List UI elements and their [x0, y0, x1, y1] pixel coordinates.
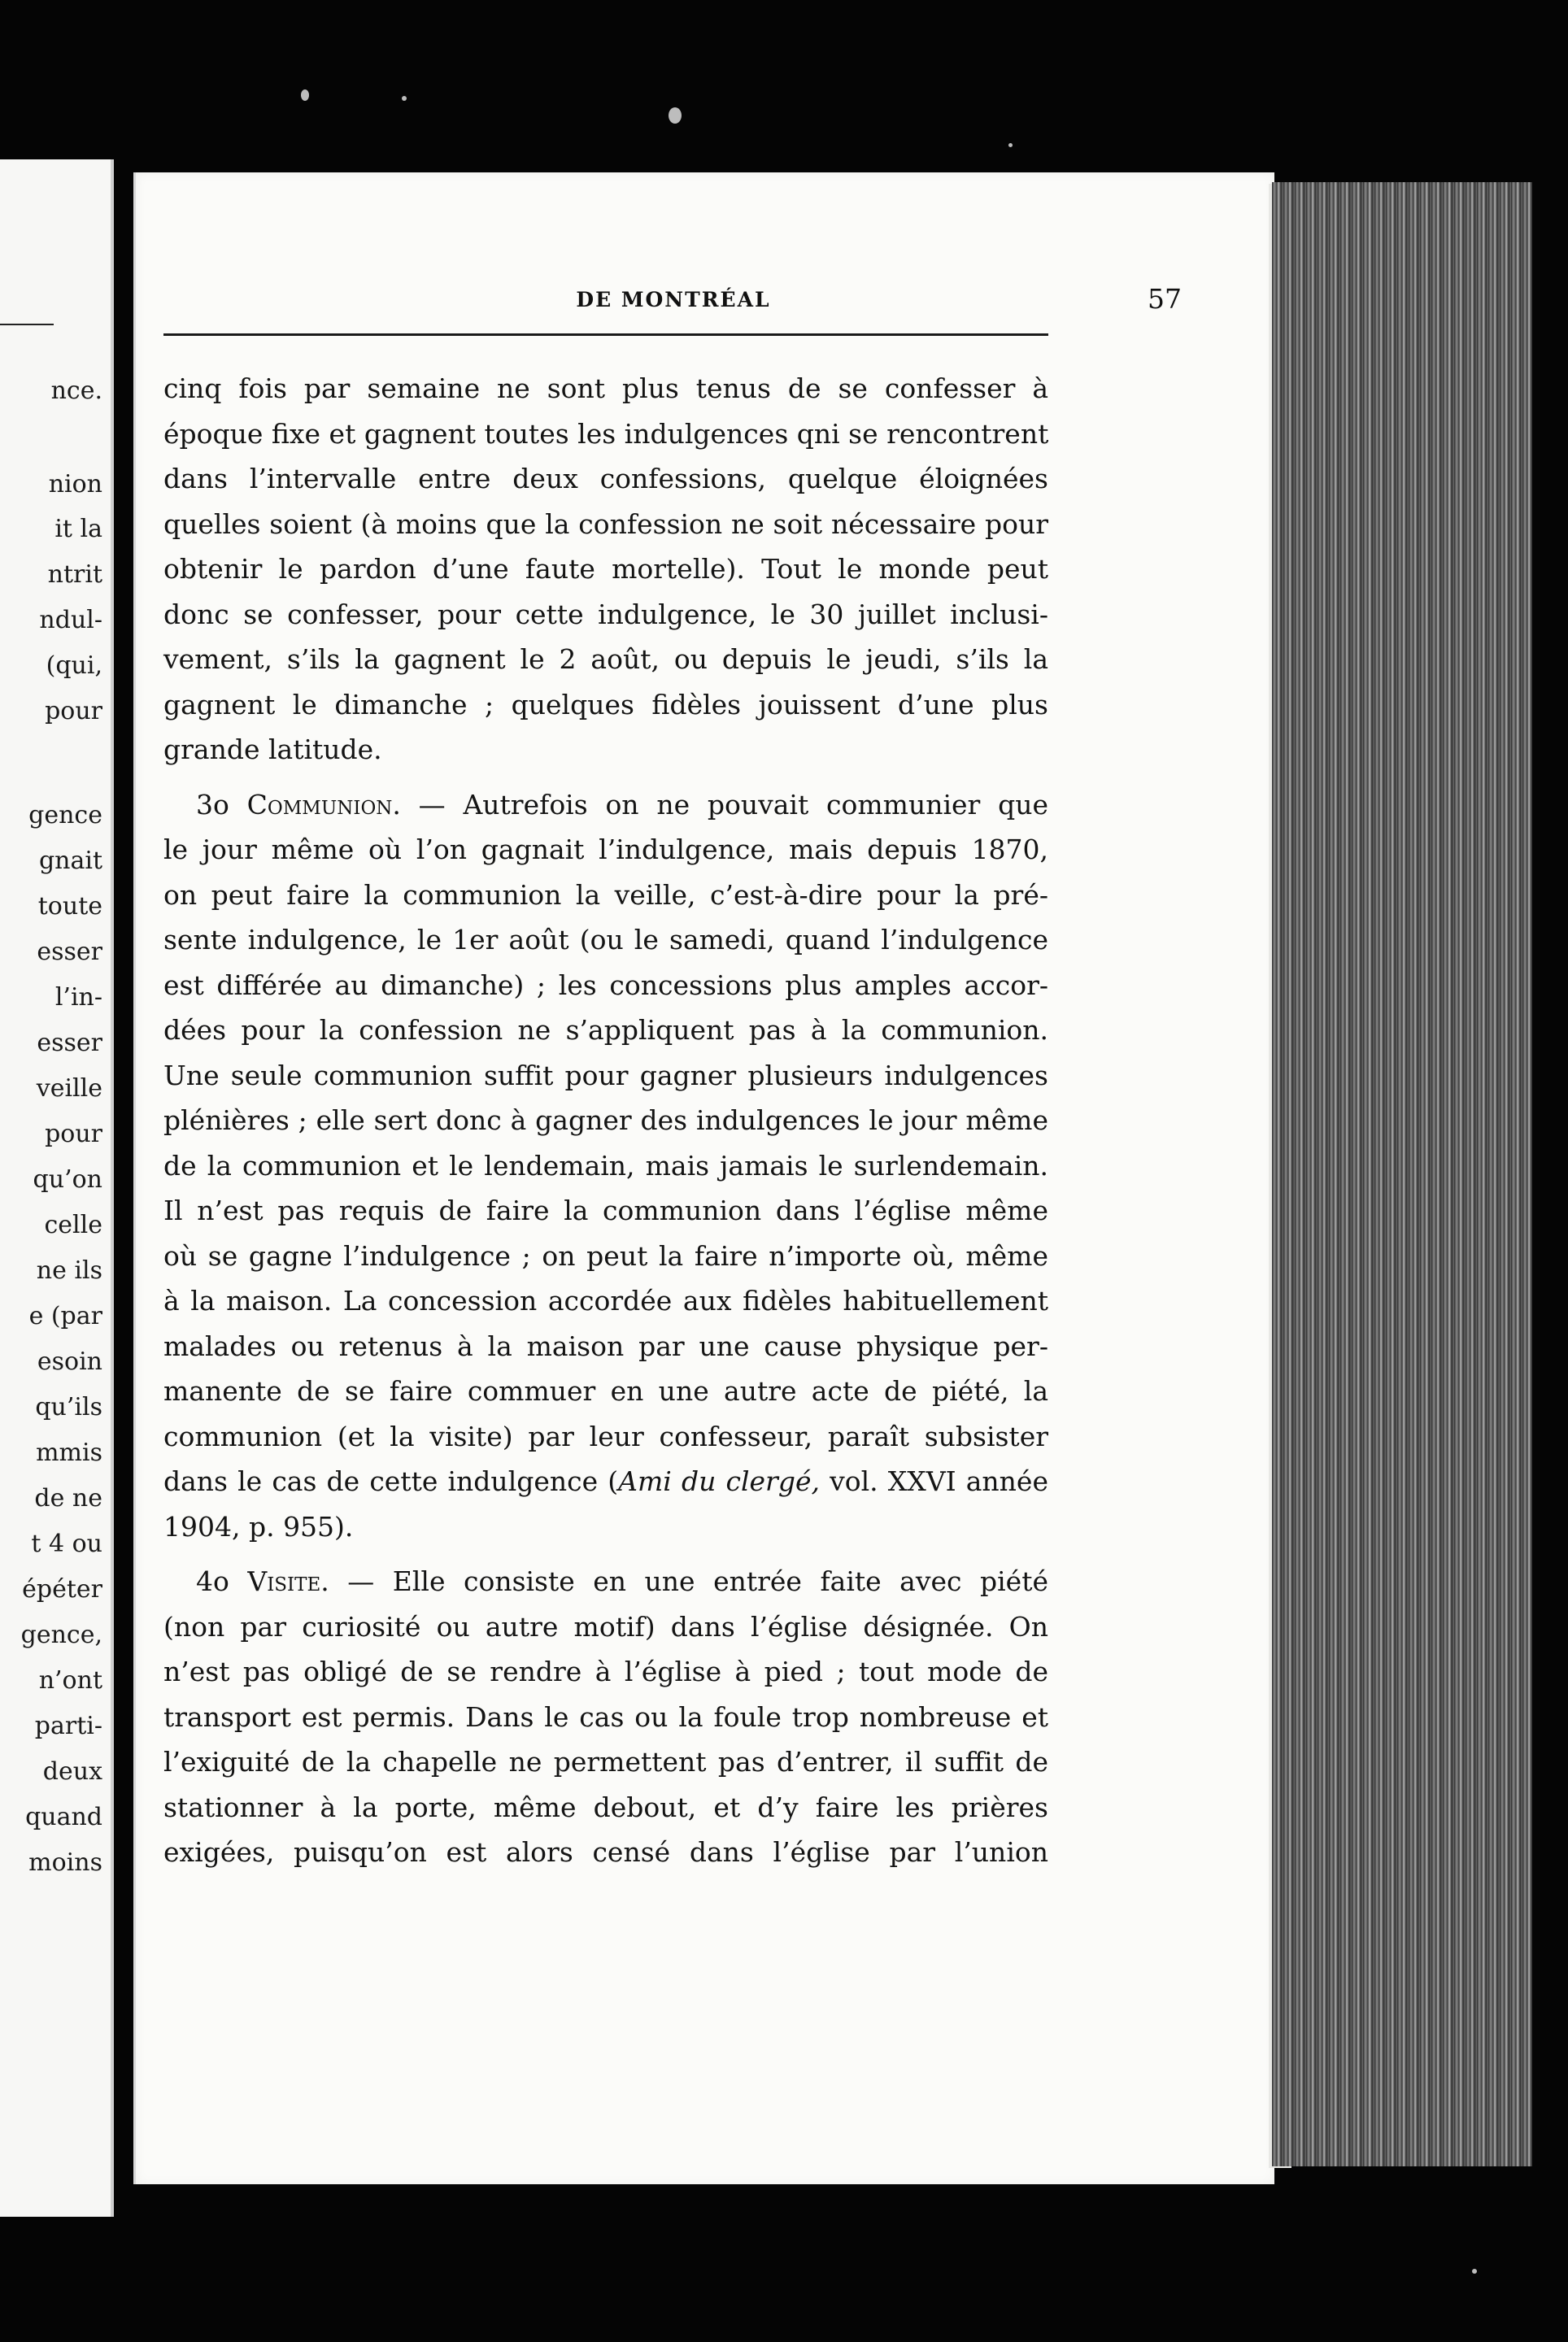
left-page-fragment: nce.	[50, 377, 102, 405]
text-line: Il n’est pas requis de faire la communion dans l’église même	[163, 1195, 1048, 1226]
text-line: à la maison. La concession accordée aux fidèles habituellement	[163, 1285, 1048, 1317]
section-number: 3o	[196, 788, 229, 821]
left-page-fragment: parti-	[34, 1712, 102, 1740]
text-line: on peut faire la communion la veille, c’est-à-dire pour la pré-	[163, 878, 1048, 911]
left-page-fragment: e (par	[28, 1302, 102, 1330]
text-line: l’exiguité de la chapelle ne permettent pas d’entrer, il suffit de	[163, 1746, 1048, 1778]
text-line: plénières ; elle sert donc à gagner des indulgences le jour même	[163, 1104, 1048, 1136]
book-page-edges	[1272, 182, 1532, 2166]
left-page-fragment: esser	[37, 1029, 102, 1057]
left-page-fragment: épéter	[22, 1575, 102, 1604]
left-page-fragment: moins	[28, 1848, 102, 1877]
section-number: 4o	[196, 1565, 229, 1597]
left-page-fragment: ntrit	[47, 560, 102, 589]
scan-speck	[1472, 2269, 1477, 2274]
left-page-fragment: gence	[28, 801, 102, 829]
left-page-fragment: it la	[54, 515, 102, 543]
text-line: communion (et la visite) par leur confesseur, paraît subsister	[163, 1420, 1048, 1452]
left-page-fragment: esser	[37, 938, 102, 966]
body-text	[163, 366, 1048, 1875]
text-fragment: vol. XXVI année	[819, 1465, 1048, 1497]
text-line: le jour même où l’on gagnait l’indulgence, mais depuis 1870,	[163, 834, 1048, 865]
text-line: vement, s’ils la gagnent le 2 août, ou depuis le jeudi, s’ils la	[163, 643, 1048, 675]
text-line: (non par curiosité ou autre motif) dans l’église désignée. On	[163, 1610, 1048, 1643]
text-line: époque fixe et gagnent toutes les indulgences qni se rencontrent	[163, 417, 1049, 450]
text-line: exigées, puisqu’on est alors censé dans l’église par l’union	[163, 1836, 1048, 1868]
left-page-fragment: veille	[36, 1074, 102, 1103]
citation-title: Ami du clergé,	[618, 1465, 820, 1497]
left-page-fragment: esoin	[37, 1347, 102, 1376]
text-line: stationner à la porte, même debout, et d’y faire les prières	[163, 1791, 1048, 1823]
scan-speck	[669, 107, 682, 124]
scan-speck	[1008, 143, 1013, 147]
paragraph-visite-first-line	[163, 1559, 1048, 1604]
left-page-fragment: ndul-	[39, 606, 102, 634]
left-page-fragment: qu’on	[33, 1165, 102, 1194]
left-page-fragment: gnait	[38, 847, 102, 875]
page-number: 57	[1148, 283, 1182, 315]
left-page-fragment: pour	[45, 697, 102, 725]
text-line: quelles soient (à moins que la confession ne soit nécessaire pour	[163, 507, 1048, 540]
left-page-fragment: t 4 ou	[31, 1530, 102, 1558]
text-fragment: — Autrefois on ne pouvait communier que	[400, 788, 1048, 821]
text-line: dées pour la confession ne s’appliquent pas à la communion.	[163, 1014, 1048, 1046]
left-page-fragment: de ne	[34, 1484, 102, 1513]
left-page-fragment: quand	[25, 1803, 102, 1831]
text-line: Une seule communion suffit pour gagner plusieurs indulgences	[163, 1059, 1048, 1091]
running-head: DE MONTRÉAL	[576, 288, 771, 311]
text-line: gagnent le dimanche ; quelques fidèles jouissent d’une plus	[163, 688, 1048, 720]
left-page-fragment: ne ils	[36, 1256, 102, 1285]
text-line: 1904, p. 955).	[163, 1510, 354, 1543]
paragraph-communion-first-line	[163, 782, 1048, 828]
text-line: manente de se faire commuer en une autre acte de piété, la	[163, 1375, 1048, 1407]
left-page-fragment: toute	[37, 892, 102, 921]
text-line: où se gagne l’indulgence ; on peut la faire n’importe où, même	[163, 1239, 1048, 1272]
left-page-fragment: n’ont	[38, 1666, 102, 1695]
section-heading-visite: Visite.	[247, 1565, 329, 1597]
left-page-fragment: mmis	[36, 1439, 102, 1467]
right-page	[133, 172, 1274, 2184]
text-line: sente indulgence, le 1er août (ou le samedi, quand l’indulgence	[163, 924, 1048, 956]
header-rule	[163, 333, 1048, 336]
left-page-fragment: gence,	[20, 1621, 102, 1649]
text-line: n’est pas obligé de se rendre à l’église à pied ; tout mode de	[163, 1656, 1048, 1687]
left-page-fragment: deux	[42, 1757, 102, 1786]
scan-speck	[402, 96, 407, 101]
text-fragment: — Elle consiste en une entrée faite avec piété	[329, 1565, 1048, 1597]
left-page-fragment: l’in-	[54, 983, 102, 1012]
left-facing-page	[0, 159, 114, 2217]
scan-speck	[301, 89, 309, 101]
left-page-fragment: (qui,	[46, 651, 102, 680]
left-page-header-rule	[0, 324, 54, 325]
text-line: est différée au dimanche) ; les concessions plus amples accor-	[163, 969, 1048, 1001]
text-fragment: dans le cas de cette indulgence (	[163, 1465, 619, 1497]
left-page-fragment: celle	[44, 1211, 102, 1239]
text-line: donc se confesser, pour cette indulgence, le 30 juillet inclusi-	[163, 598, 1048, 630]
text-line: malades ou retenus à la maison par une cause physique per-	[163, 1330, 1048, 1362]
text-line: de la communion et le lendemain, mais jamais le surlendemain.	[163, 1149, 1048, 1182]
page-header	[165, 283, 1182, 316]
text-line: obtenir le pardon d’une faute mortelle). Tout le monde peut	[163, 553, 1048, 585]
text-line: transport est permis. Dans le cas ou la foule trop nombreuse et	[163, 1700, 1048, 1733]
section-heading-communion: Communion.	[246, 788, 401, 821]
text-line: cinq fois par semaine ne sont plus tenus de se confesser à	[163, 372, 1048, 404]
text-line: grande latitude.	[163, 734, 382, 765]
left-page-fragment: qu’ils	[35, 1393, 102, 1421]
text-line: dans l’intervalle entre deux confessions, quelque éloignées	[163, 463, 1048, 494]
citation-line	[163, 1459, 1048, 1504]
left-page-fragment: nion	[48, 470, 102, 498]
left-page-fragment: pour	[45, 1120, 102, 1148]
